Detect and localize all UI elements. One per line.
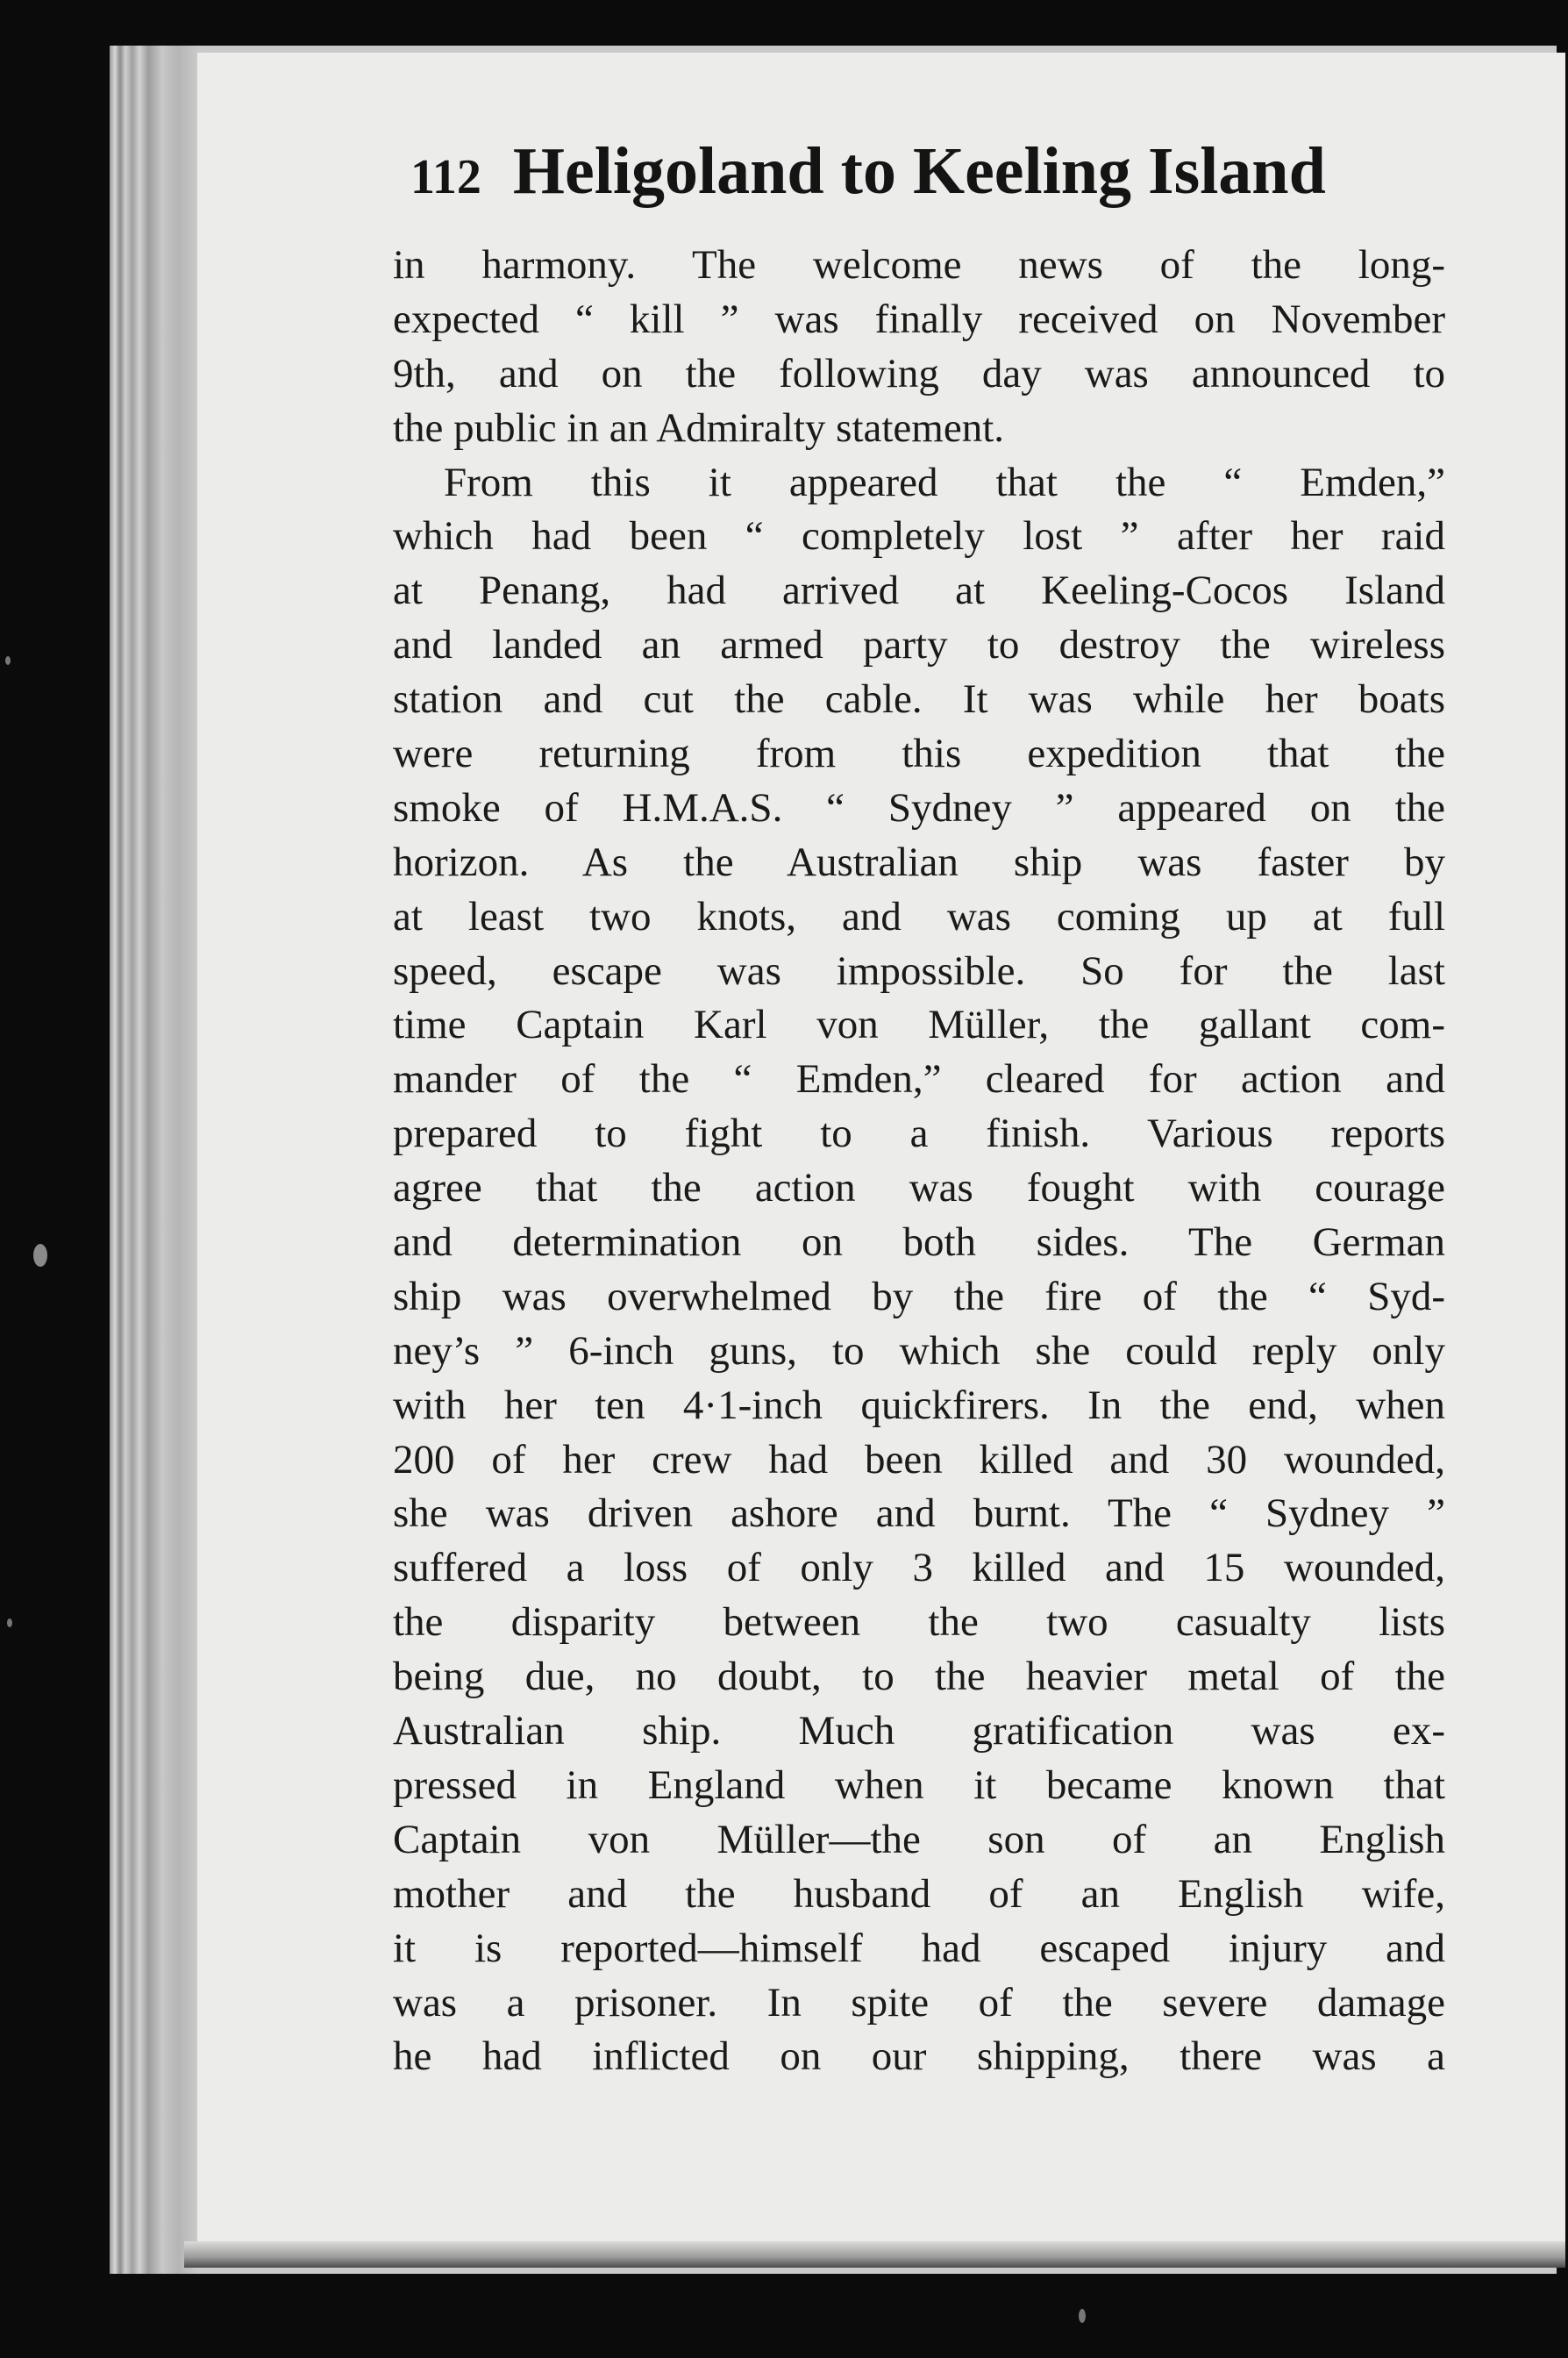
text-line: the disparity between the two casualty lists [393,1599,1445,1646]
text-line: agree that the action was fought with courage [393,1165,1445,1211]
text-line: were returning from this expedition that the [393,731,1445,777]
text-line: speed, escape was impossible. So for the last [393,947,1445,994]
text-line: suffered a loss of only 3 killed and 15 wounded, [393,1545,1445,1591]
text-line: station and cut the cable. It was while her boats [393,676,1445,723]
text-line: she was driven ashore and burnt. The “ Sydney ” [393,1490,1445,1537]
text-line: and landed an armed party to destroy the wireless [393,622,1445,668]
text-line: 200 of her crew had been killed and 30 wounded, [393,1436,1445,1483]
text-line: which had been “ completely lost ” after her raid [393,513,1445,560]
text-line: smoke of H.M.A.S. “ Sydney ” appeared on the [393,784,1445,831]
text-line: expected “ kill ” was finally received on November [393,296,1445,342]
running-title: Heligoland to Keeling Island [512,134,1326,208]
text-line: From this it appeared that the “ Emden,” [444,459,1445,505]
text-line: it is reported—himself had escaped injury and [393,1925,1445,1971]
body-text [393,239,1445,2084]
text-line: at Penang, had arrived at Keeling-Cocos Island [393,568,1445,614]
text-line: Australian ship. Much gratification was ex- [393,1708,1445,1754]
text-line: with her ten 4·1-inch quickfirers. In the end, when [393,1382,1445,1428]
text-line: pressed in England when it became known that [393,1761,1445,1808]
text-line: being due, no doubt, to the heavier metal of the [393,1654,1445,1700]
text-line: time Captain Karl von Müller, the gallant com- [393,1002,1445,1048]
text-line: ship was overwhelmed by the fire of the “ Syd- [393,1273,1445,1319]
margin-speck [7,1618,12,1627]
text-line: 9th, and on the following day was announced to [393,350,1445,397]
text-line: in harmony. The welcome news of the long- [393,242,1445,288]
text-line: ney’s ” 6-inch guns, to which she could reply only [393,1327,1445,1374]
text-line: Captain von Müller—the son of an English [393,1816,1445,1862]
text-line: prepared to fight to a finish. Various reports [393,1111,1445,1157]
page-number: 112 [410,150,481,204]
text-line: mother and the husband of an English wife, [393,1870,1445,1917]
margin-speck [1079,2309,1086,2323]
running-header [410,133,1375,230]
text-line: the public in an Admiralty statement. [393,404,1005,451]
margin-speck [33,1244,47,1267]
text-line: horizon. As the Australian ship was faster by [393,839,1445,885]
text-line: at least two knots, and was coming up at full [393,893,1445,940]
margin-speck [5,656,11,665]
page-bottom-edge [184,2241,1565,2268]
text-line: was a prisoner. In spite of the severe damage [393,1979,1445,2026]
text-line: he had inflicted on our shipping, there was a [393,2033,1445,2080]
text-line: and determination on both sides. The German [393,1219,1445,1266]
text-line: mander of the “ Emden,” cleared for action and [393,1056,1445,1103]
